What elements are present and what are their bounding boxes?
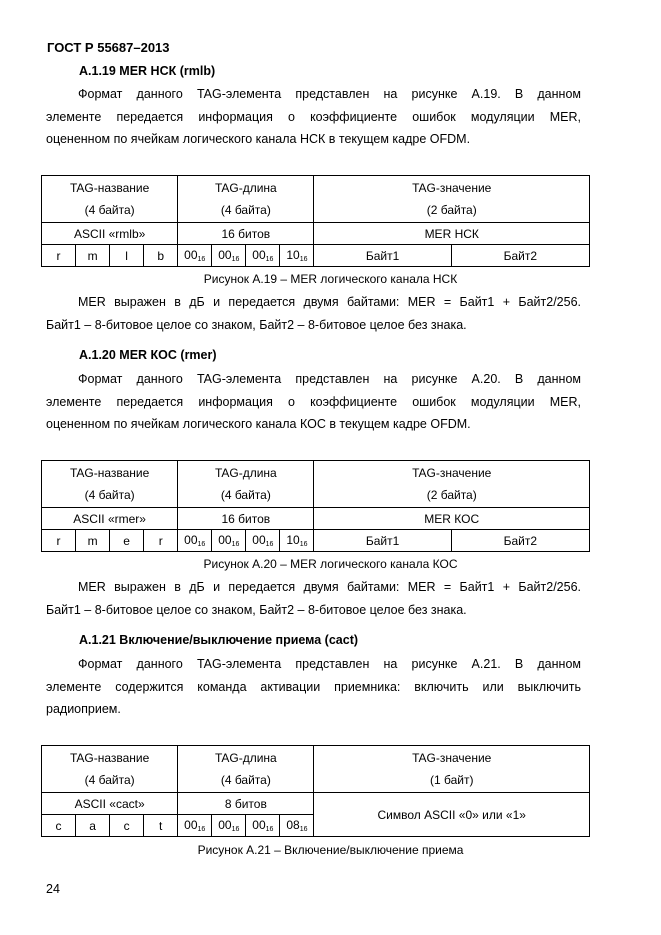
tag-length-header: TAG-длина (4 байта) [178,461,314,508]
tag-char-cell: m [76,530,110,552]
tag-name-header: TAG-название (4 байта) [42,461,178,508]
text-line: оцененном по ячейкам логического канала НСК в текущем кадре OFDM. [46,132,471,146]
figure-caption-a21: Рисунок А.21 – Включение/выключение приема [197,843,464,857]
text-line: Байт1 – 8-битовое целое со знаком, Байт2 – 8-битовое целое без знака. [46,602,467,617]
tag-name-ascii: ASCII «cact» [42,793,178,815]
text-line: Формат данного TAG-элемента представлен на рисунке А.21. В данном [78,657,581,671]
tag-length-bits: 16 битов [178,508,314,530]
tag-char-cell: l [110,245,144,267]
tag-value-header: TAG-значение (2 байта) [314,461,590,508]
tag-char-cell: b [144,245,178,267]
tag-value-label: MER НСК [314,223,590,245]
tag-name-ascii: ASCII «rmer» [42,508,178,530]
text-line: Формат данного TAG-элемента представлен на рисунке А.19. В данном [78,87,581,101]
figure-caption-a20: Рисунок А.20 – MER логического канала КОС [203,557,458,571]
length-byte-cell: $00_{16}$ [212,245,246,267]
length-byte-cell: $00_{16}$ [178,245,212,267]
length-byte-cell: $00_{16}$ [246,245,280,267]
length-byte-cell: $10_{16}$ [280,530,314,552]
tag-table-a21 [41,745,590,837]
text-line: радиоприем. [46,702,121,716]
tag-char-cell: c [42,815,76,837]
tag-char-cell: a [76,815,110,837]
text-line: MER выражен в дБ и передается двумя байтами: MER = Байт1 + Байт2/256. [78,580,581,594]
tag-table-a19 [41,175,590,267]
length-byte-cell: $00_{16}$ [246,815,280,837]
text-line: элементе передается информация о коэффициенте ошибок модуляции MER, [46,109,581,124]
section-a121-intro [46,653,581,721]
tag-length-header: TAG-длина (4 байта) [178,176,314,223]
text-line: элементе передается информация о коэффициенте ошибок модуляции MER, [46,394,581,409]
tag-char-cell: t [144,815,178,837]
length-byte-cell: $08_{16}$ [280,815,314,837]
tag-value-header: TAG-значение (1 байт) [314,746,590,793]
tag-table-a20 [41,460,590,552]
tag-char-cell: c [110,815,144,837]
section-a120-note [46,576,581,621]
length-byte-cell: $00_{16}$ [178,530,212,552]
tag-name-header: TAG-название (4 байта) [42,746,178,793]
tag-length-header: TAG-длина (4 байта) [178,746,314,793]
tag-char-cell: r [42,245,76,267]
tag-name-ascii: ASCII «rmlb» [42,223,178,245]
tag-name-header: TAG-название (4 байта) [42,176,178,223]
tag-char-cell: r [144,530,178,552]
length-byte-cell: $10_{16}$ [280,245,314,267]
length-byte-cell: $00_{16}$ [212,815,246,837]
text-line: элементе содержится команда активации приемника: включить или выключить [46,679,581,694]
text-line: Байт1 – 8-битовое целое со знаком, Байт2 – 8-битовое целое без знака. [46,317,467,332]
document-header: ГОСТ Р 55687–2013 [47,40,170,55]
tag-length-bits: 16 битов [178,223,314,245]
tag-char-cell: m [76,245,110,267]
figure-caption-a19: Рисунок А.19 – MER логического канала НСК [203,272,458,286]
text-line: MER выражен в дБ и передается двумя байтами: MER = Байт1 + Байт2/256. [78,295,581,309]
tag-value-label: MER КОС [314,508,590,530]
tag-value-text: Символ ASCII «0» или «1» [314,793,590,837]
text-line: Формат данного TAG-элемента представлен на рисунке А.20. В данном [78,372,581,386]
value-byte1-cell: Байт1 [314,245,451,267]
value-byte2-cell: Байт2 [451,530,589,552]
tag-char-cell: r [42,530,76,552]
value-byte1-cell: Байт1 [314,530,451,552]
tag-length-bits: 8 битов [178,793,314,815]
section-a120-intro [46,368,581,436]
length-byte-cell: $00_{16}$ [246,530,280,552]
tag-char-cell: e [110,530,144,552]
section-title-a119: A.1.19 MER НСК (rmlb) [79,64,216,78]
section-a119-intro [46,83,581,151]
text-line: оцененном по ячейкам логического канала КОС в текущем кадре OFDM. [46,417,471,431]
length-byte-cell: $00_{16}$ [178,815,212,837]
tag-value-header: TAG-значение (2 байта) [314,176,590,223]
section-title-a120: A.1.20 MER КОС (rmer) [79,348,217,362]
section-a119-note [46,291,581,336]
page-number: 24 [46,882,60,896]
length-byte-cell: $00_{16}$ [212,530,246,552]
value-byte2-cell: Байт2 [451,245,589,267]
section-title-a121: A.1.21 Включение/выключение приема (cact) [79,633,359,647]
